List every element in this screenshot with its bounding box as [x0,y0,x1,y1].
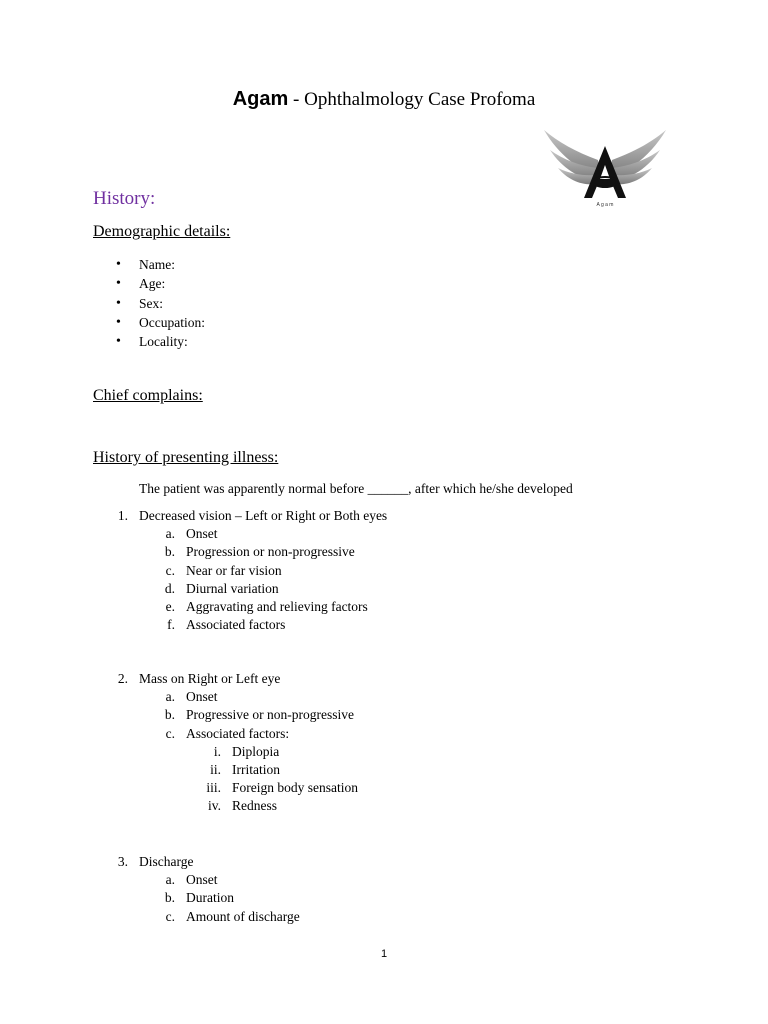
hpi-subitem-marker: e. [165,599,175,614]
hpi-item-marker: 2. [117,671,128,686]
hpi-subitem-label: Near or far vision [186,562,282,578]
hpi-subitem-label: Duration [186,890,234,906]
hpi-subsubitem-marker: iv. [208,798,221,814]
document-title [0,88,768,111]
list-item: • Occupation: [116,313,205,332]
demographic-list [116,255,205,351]
hpi-item-marker: 3. [117,854,128,869]
hpi-intro: The patient was apparently normal before ______, after which he/she developed [139,481,573,496]
hpi-subitem-marker: c. [165,908,175,924]
hpi-subitem-marker: c. [165,725,175,741]
list-item: • Age: [116,274,205,293]
hpi-subsubitem-marker: iii. [206,780,221,796]
hpi-subsubitem-marker: ii. [210,762,221,777]
hpi-subsubitem-label: Irritation [232,762,280,777]
hpi-item-label: Discharge [139,854,194,869]
hpi-subitem-label: Onset [186,872,218,888]
hpi-subsubitem-label: Diplopia [232,743,280,759]
hpi-subsubitem-label: Redness [232,798,277,814]
hpi-subitem-marker: b. [164,890,175,906]
list-item: • Sex: [116,294,205,313]
hpi-subsubitem-label: Foreign body sensation [232,780,358,796]
hpi-subitem-label: Associated factors [186,617,286,633]
hpi-subitem-label: Onset [186,526,218,542]
hpi-subitem-marker: b. [164,544,175,560]
hpi-subitem-label: Aggravating and relieving factors [186,599,368,614]
brand-name: Agam [232,88,289,110]
winged-a-logo-icon [540,124,670,208]
hpi-subitem-marker: f. [167,617,175,633]
hpi-item-label: Decreased vision – Left or Right or Both eyes [139,508,388,523]
hpi-item-label: Mass on Right or Left eye [139,671,281,686]
page-number: 1 [380,948,388,960]
title-text: Ophthalmology Case Profoma [304,89,536,110]
logo-caption: A g a m [596,202,614,208]
chief-complains-heading: Chief complains: [93,387,203,404]
list-item: • Locality: [116,332,205,351]
hpi-subitem-marker: b. [164,707,175,723]
hpi-subitem-marker: a. [165,526,175,542]
hpi-subsubitem-marker: i. [213,743,221,759]
hpi-subitem-marker: a. [165,872,175,888]
hpi-subitem-marker: a. [165,689,175,705]
hpi-subitem-label: Associated factors: [186,725,290,741]
hpi-subitem-label: Progression or non-progressive [186,544,355,560]
demographic-heading: Demographic details: [93,223,231,240]
hpi-subitem-marker: d. [164,580,175,596]
list-item: • Name: [116,255,205,274]
hpi-subitem-label: Diurnal variation [186,580,279,596]
hpi-item-marker: 1. [117,508,128,523]
title-separator: - [288,89,305,110]
hpi-heading: History of presenting illness: [93,449,279,466]
hpi-subitem-label: Progressive or non-progressive [186,707,354,723]
history-heading: History: [93,188,156,209]
hpi-subitem-label: Onset [186,689,218,705]
hpi-subitem-marker: c. [165,562,175,578]
hpi-subitem-label: Amount of discharge [186,908,300,924]
